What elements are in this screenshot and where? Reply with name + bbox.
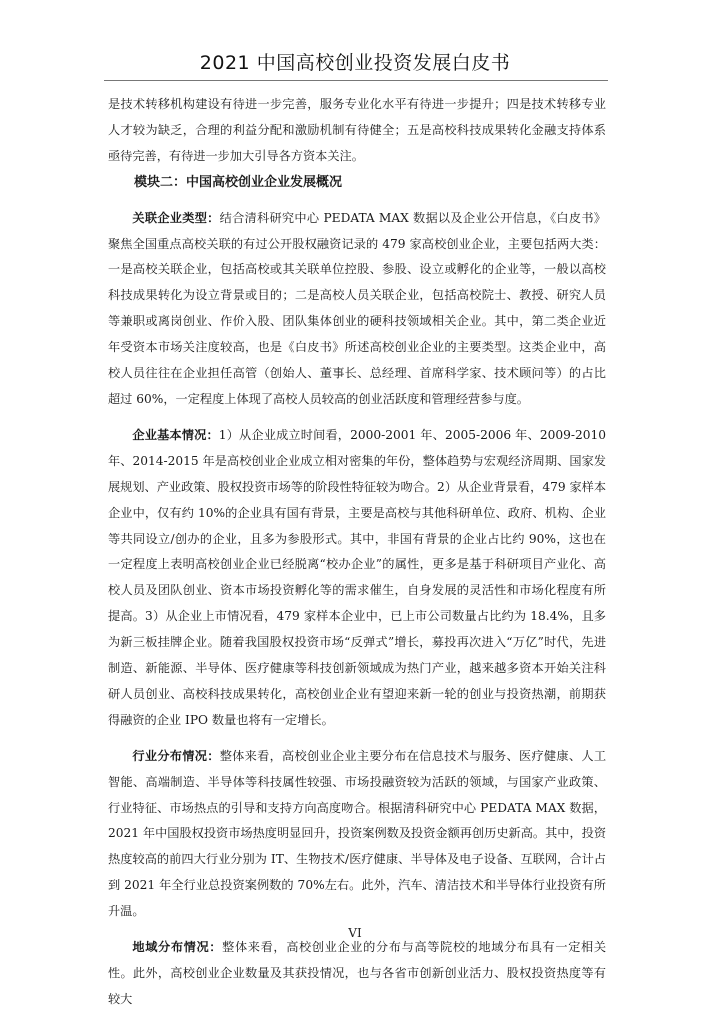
- section-lead: 行业分布情况：: [132, 748, 220, 763]
- intro-paragraph: 是技术转移机构建设有待进一步完善，服务专业化水平有待进一步提升；四是技术转移专业人才较为缺乏，合理的利益分配和激励机制有待健全；五是高校科技成果转化金融支持体系亟待完善，有待进一步加大引导各方资本关注。: [108, 97, 606, 163]
- section-text: 结合清科研究中心 PEDATA MAX 数据以及企业公开信息，《白皮书》聚焦全国重点高校关联的有过公开股权融资记录的 479 家高校创业企业，主要包括两大类：一是高校关联企业，包括高校或其关联单位控股、参股、设立或孵化的企业等，一般以高校科技成果转化为设立背景或目的；二是高校人员关联企业，包括高校院士、教授、研究人员等兼职或离岗创业、作价入股、团队集体创业的硬科技领域相关企业。其中，第二类企业近年受资本市场关注度较高，也是《白皮书》所述高校创业企业的主要类型。这类企业中，高校人员往往在企业担任高管（创始人、董事长、总经理、首席科学家、技术顾问等）的占比超过 60%，一定程度上体现了高校人员较高的创业活跃度和管理经营参与度。: [108, 210, 606, 406]
- section-text: 整体来看，高校创业企业的分布与高等院校的地域分布具有一定相关性。此外，高校创业企业数量及其获投情况，也与各省市创新创业活力、股权投资热度等有较大: [108, 940, 607, 1006]
- section-text: 整体来看，高校创业企业主要分布在信息技术与服务、医疗健康、人工智能、高端制造、半导体等科技属性较强、市场投融资较为活跃的领域，与国家产业政策、行业特征、市场热点的引导和支持方向高度吻合。根据清科研究中心 PEDATA MAX 数据，2021 年中国股权投资市场热度明显回升，投资案例数及投资金额再创历史新高。其中，投资热度较高的前四大行业分别为 IT、生物技术/医疗健康、半导体及电子设备、互联网，合计占到 2021 年全行业总投资案例数的 70%左右。此外，汽车、清洁技术和半导体行业投资有所升温。: [108, 748, 607, 919]
- section-text: 1）从企业成立时间看，2000-2001 年、2005-2006 年、2009-2010 年、2014-2015 年是高校创业企业成立相对密集的年份，整体趋势与宏观经济周期、国家发展规划、产业政策、股权投资市场等的阶段性特征较为吻合。2）从企业背景看，479 家样本企业中，仅有约 10%的企业具有国有背景，主要是高校与其他科研单位、政府、机构、企业等共同设立/创办的企业，且多为参股形式。其中，非国有背景的企业占比约 90%，这也在一定程度上表明高校创业企业已经脱离“校办企业”的属性，更多是基于科研项目产业化、高校人员及团队创业、资本市场投资孵化等的需求催生，自身发展的灵活性和市场化程度有所提高。3）从企业上市情况看，479 家样本企业中，已上市公司数量占比约为 18.4%，且多为新三板挂牌企业。随着我国股权投资市场“反弹式”增长，募投再次进入“万亿”时代，先进制造、新能源、半导体、医疗健康等科技创新领域成为热门产业，越来越多资本开始关注科研人员创业、高校科技成果转化，高校创业企业有望迎来新一轮的创业与投资热潮，前期获得融资的企业 IPO 数量也将有一定增长。: [108, 427, 607, 727]
- section-paragraph-company-types: [108, 206, 606, 413]
- section-lead: 企业基本情况：: [132, 427, 219, 442]
- module-heading: 模块二：中国高校创业企业发展概况: [134, 174, 343, 190]
- section-paragraph-basic-info: [108, 423, 606, 734]
- section-lead: 地域分布情况：: [132, 940, 223, 955]
- section-paragraph-industry: [108, 744, 606, 925]
- section-paragraph-region: [108, 935, 606, 1013]
- page-number: VI: [348, 926, 362, 940]
- section-lead: 关联企业类型：: [132, 210, 220, 225]
- page-body: [108, 92, 606, 1013]
- header-divider: [104, 80, 608, 81]
- page-header-title: 2021 中国高校创业投资发展白皮书: [199, 52, 511, 74]
